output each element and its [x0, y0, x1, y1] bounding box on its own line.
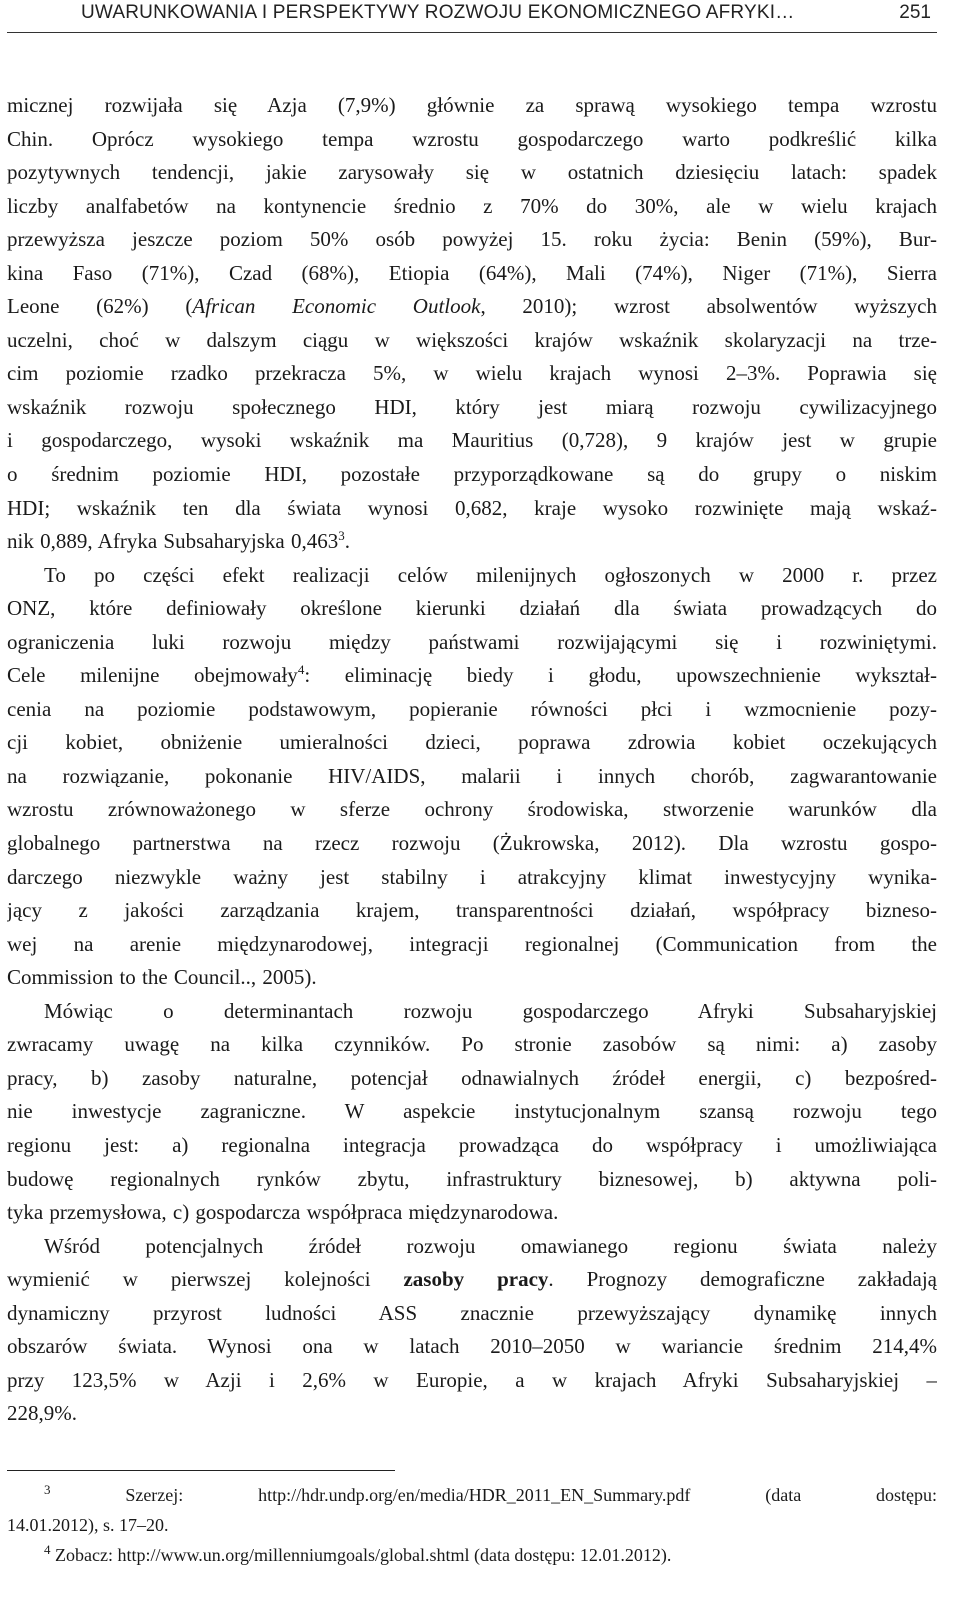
- paragraph-line: cji kobiet, obniżenie umieralności dzieci, poprawa zdrowia kobiet oczekujących: [7, 730, 937, 755]
- paragraph-line: pozytywnych tendencji, jakie zarysowały się w ostatnich dziesięciu latach: spadek: [7, 160, 937, 185]
- paragraph-line: na rozwiązanie, pokonanie HIV/AIDS, malarii i innych chorób, zagwarantowanie: [7, 763, 937, 788]
- paragraph-line: ONZ, które definiowały określone kierunki działań dla świata prowadzących do: [7, 596, 937, 621]
- paragraph-line: darczego niezwykle ważny jest stabilny i atrakcyjny klimat inwestycyjny wynika-: [7, 864, 937, 889]
- footnote-marker: 3: [338, 528, 345, 544]
- paragraph-line: Mówiąc o determinantach rozwoju gospodarczego Afryki Subsaharyjskiej: [44, 998, 937, 1023]
- paragraph-line: wej na arenie międzynarodowej, integracji regionalnej (Communication from the: [7, 931, 937, 956]
- paragraph-line: 228,9%.: [7, 1401, 77, 1426]
- paragraph-line: [7, 1263, 937, 1297]
- italic-text: African Economic Outlook: [192, 294, 481, 319]
- paragraph-line: [7, 290, 937, 324]
- footnote-marker: 4: [297, 662, 305, 678]
- paragraph-line: tyka przemysłowa, c) gospodarcza współpraca międzynarodowa.: [7, 1200, 559, 1225]
- paragraph-line: [7, 525, 937, 559]
- text-span: : eliminację biedy i głodu, upowszechnienie wykształ-: [304, 663, 937, 688]
- paragraph-line: przy 123,5% w Azji i 2,6% w Europie, a w krajach Afryki Subsaharyjskiej –: [7, 1367, 937, 1392]
- paragraph-line: Chin. Oprócz wysokiego tempa wzrostu gospodarczego warto podkreślić kilka: [7, 126, 937, 151]
- paragraph-line: dynamiczny przyrost ludności ASS znacznie przewyższający dynamikę innych: [7, 1300, 937, 1325]
- running-header: [7, 0, 937, 33]
- paragraph-line: wzrostu zrównoważonego w sferze ochrony środowiska, stworzenie warunków dla: [7, 797, 937, 822]
- footnote-separator: [7, 1470, 395, 1471]
- paragraph-line: regionu jest: a) regionalna integracja prowadząca do współpracy i umożliwiająca: [7, 1132, 937, 1157]
- page-number: 251: [899, 2, 931, 23]
- paragraph-line: nie inwestycje zagraniczne. W aspekcie instytucjonalnym szansą rozwoju tego: [7, 1099, 937, 1124]
- paragraph-line: obszarów świata. Wynosi ona w latach 2010–2050 w wariancie średnim 214,4%: [7, 1334, 937, 1359]
- footnote-line: 14.01.2012), s. 17–20.: [7, 1515, 169, 1535]
- footnote-line: [7, 1480, 937, 1510]
- paragraph-line: kina Faso (71%), Czad (68%), Etiopia (64%), Mali (74%), Niger (71%), Sierra: [7, 260, 937, 285]
- text-span: Leone (62%) (: [7, 294, 193, 319]
- text-span: wymienić w pierwszej kolejności: [7, 1267, 404, 1292]
- text-span: Szerzej: http://hdr.undp.org/en/media/HDR_2011_EN_Summary.pdf (data dostępu:: [50, 1485, 937, 1505]
- paragraph-line: cenia na poziomie podstawowym, popieranie równości płci i wzmocnienie pozy-: [7, 696, 937, 721]
- paragraph-line: jący z jakości zarządzania krajem, transparentności działań, współpracy bizneso-: [7, 898, 937, 923]
- text-span: . Prognozy demograficzne zakładają: [548, 1267, 937, 1292]
- text-span: nik 0,889, Afryka Subsaharyjska 0,463: [7, 529, 339, 554]
- paragraph-line: To po części efekt realizacji celów milenijnych ogłoszonych w 2000 r. przez: [44, 562, 937, 587]
- paragraph-line: i gospodarczego, wysoki wskaźnik ma Mauritius (0,728), 9 krajów jest w grupie: [7, 428, 937, 453]
- paragraph-line: budowę regionalnych rynków zbytu, infrastruktury biznesowej, b) aktywna poli-: [7, 1166, 937, 1191]
- footnote-marker: 3: [44, 1482, 51, 1497]
- paragraph-line: Commission to the Council.., 2005).: [7, 965, 317, 990]
- paragraph-line: [7, 659, 937, 693]
- paragraph-line: Wśród potencjalnych źródeł rozwoju omawianego regionu świata należy: [44, 1233, 937, 1258]
- bold-text: zasoby pracy: [403, 1267, 549, 1292]
- footnotes: [7, 1480, 937, 1570]
- body-text: [7, 89, 937, 1431]
- paragraph-line: wskaźnik rozwoju społecznego HDI, który jest miarą rozwoju cywilizacyjnego: [7, 394, 937, 419]
- paragraph-line: ograniczenia luki rozwoju między państwami rozwijającymi się i rozwiniętymi.: [7, 629, 937, 654]
- paragraph-line: uczelni, choć w dalszym ciągu w większości krajów wskaźnik skolaryzacji na trze-: [7, 327, 937, 352]
- footnote-marker: 4: [44, 1542, 51, 1557]
- paragraph-line: globalnego partnerstwa na rzecz rozwoju (Żukrowska, 2012). Dla wzrostu gospo-: [7, 831, 937, 856]
- paragraph-line: zwracamy uwagę na kilka czynników. Po stronie zasobów są nimi: a) zasoby: [7, 1032, 937, 1057]
- text-span: Zobacz: http://www.un.org/millenniumgoals/global.shtml (data dostępu: 12.01.2012).: [50, 1545, 672, 1565]
- paragraph-line: micznej rozwijała się Azja (7,9%) głównie za sprawą wysokiego tempa wzrostu: [7, 93, 937, 117]
- paragraph-line: pracy, b) zasoby naturalne, potencjał odnawialnych źródeł energii, c) bezpośred-: [7, 1065, 937, 1090]
- text-span: , 2010); wzrost absolwentów wyższych: [480, 294, 937, 319]
- paragraph-line: przewyższa jeszcze poziom 50% osób powyżej 15. roku życia: Benin (59%), Bur-: [7, 227, 937, 252]
- running-header-title: UWARUNKOWANIA I PERSPEKTYWY ROZWOJU EKONOMICZNEGO AFRYKI…: [81, 2, 795, 23]
- paragraph-line: cim poziomie rzadko przekracza 5%, w wielu krajach wynosi 2–3%. Poprawia się: [7, 361, 937, 386]
- text-span: .: [344, 529, 350, 554]
- paragraph-line: liczby analfabetów na kontynencie średnio z 70% do 30%, ale w wielu krajach: [7, 193, 937, 218]
- text-span: Cele milenijne obejmowały: [7, 663, 298, 688]
- paragraph-line: HDI; wskaźnik ten dla świata wynosi 0,682, kraje wysoko rozwinięte mają wskaź-: [7, 495, 937, 520]
- paragraph-line: o średnim poziomie HDI, pozostałe przyporządkowane są do grupy o niskim: [7, 462, 937, 487]
- footnote-line: [7, 1540, 937, 1570]
